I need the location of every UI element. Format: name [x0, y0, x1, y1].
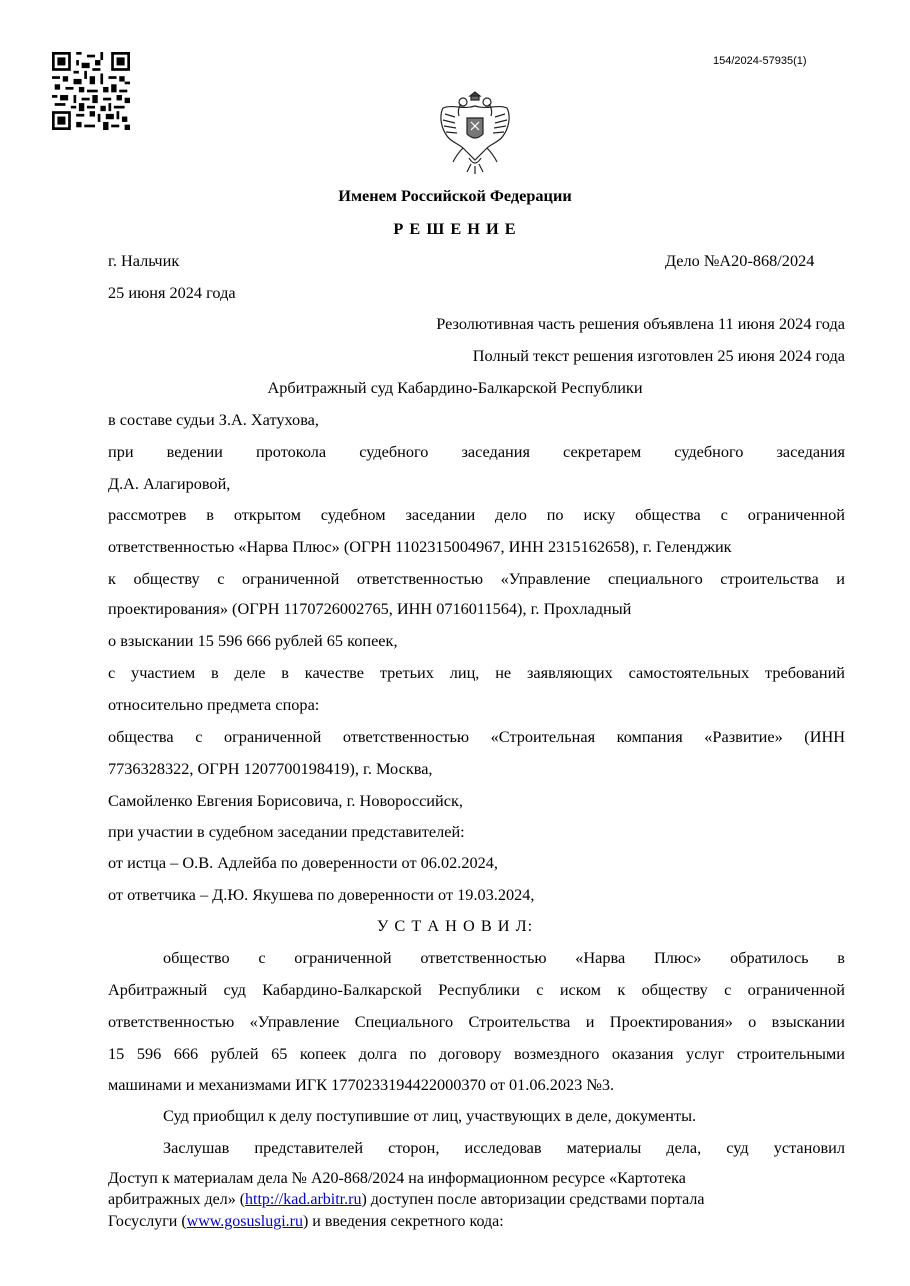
body-line: относительно предмета спора: — [108, 695, 320, 714]
russian-coat-of-arms-icon — [433, 86, 517, 178]
footer-line — [108, 1213, 504, 1231]
footer-line: Доступ к материалам дела № А20-868/2024 на информационном ресурсе «Картотека — [108, 1170, 686, 1187]
body-line: к обществу с ограниченной ответственностью «Управление специального строительства и — [108, 569, 845, 588]
footer-text: Госуслуги ( — [108, 1213, 187, 1230]
city: г. Нальчик — [108, 251, 180, 270]
court-name: Арбитражный суд Кабардино-Балкарской Республики — [267, 378, 643, 397]
case-number: Дело №А20-868/2024 — [665, 251, 815, 270]
paragraph-line: Арбитражный суд Кабардино-Балкарской Республики с иском к обществу с ограниченной — [108, 980, 845, 999]
title-line: Именем Российской Федерации — [338, 186, 572, 205]
operative-part-date: Резолютивная часть решения объявлена 11 июня 2024 года — [436, 314, 845, 333]
body-line: общества с ограниченной ответственностью «Строительная компания «Развитие» (ИНН — [108, 727, 845, 746]
body-line: при участии в судебном заседании представителей: — [108, 822, 465, 841]
gosuslugi-link[interactable]: www.gosuslugi.ru — [186, 1213, 303, 1230]
full-text-date: Полный текст решения изготовлен 25 июня 2024 года — [472, 346, 845, 365]
body-line: о взыскании 15 596 666 рублей 65 копеек, — [108, 631, 398, 650]
established-heading: У С Т А Н О В И Л: — [376, 916, 534, 935]
decision-date: 25 июня 2024 года — [108, 283, 236, 302]
body-line: ответственностью «Нарва Плюс» (ОГРН 1102315004967, ИНН 2315162658), г. Геленджик — [108, 537, 732, 556]
paragraph-line: машинами и механизмами ИГК 1770233194422000370 от 01.06.2023 №3. — [108, 1075, 615, 1094]
footer-text: арбитражных дел» ( — [108, 1191, 246, 1208]
body-line: рассмотрев в открытом судебном заседании дело по иску общества с ограниченной — [108, 505, 845, 524]
body-line: от истца – О.В. Адлейба по доверенности от 06.02.2024, — [108, 853, 498, 872]
paragraph-line: 15 596 666 рублей 65 копеек долга по договору возмездного оказания услуг строительными — [108, 1044, 845, 1063]
body-line: от ответчика – Д.Ю. Якушева по доверенности от 19.03.2024, — [108, 885, 535, 904]
document-code: 154/2024-57935(1) — [713, 55, 807, 67]
decision-title: Р Е Ш Е Н И Е — [393, 219, 517, 238]
body-line: 7736328322, ОГРН 1207700198419), г. Москва, — [108, 759, 433, 778]
body-line: с участием в деле в качестве третьих лиц, не заявляющих самостоятельных требований — [108, 663, 845, 682]
paragraph-line: общество с ограниченной ответственностью «Нарва Плюс» обратилось в — [163, 948, 845, 967]
footer-text: ) и введения секретного кода: — [302, 1213, 504, 1230]
body-line: в составе судьи З.А. Хатухова, — [108, 410, 319, 429]
paragraph-line: ответственностью «Управление Специального Строительства и Проектирования» о взыскании — [108, 1012, 845, 1031]
footer-text: ) доступен после авторизации средствами портала — [361, 1191, 705, 1208]
paragraph-line: Суд приобщил к делу поступившие от лиц, участвующих в деле, документы. — [163, 1106, 697, 1125]
qr-code-icon — [52, 52, 130, 130]
body-line: проектирования» (ОГРН 1170726002765, ИНН 0716011564), г. Прохладный — [108, 599, 632, 618]
paragraph-line: Заслушав представителей сторон, исследовав материалы дела, суд установил — [163, 1138, 845, 1157]
kad-arbitr-link[interactable]: http://kad.arbitr.ru — [245, 1191, 362, 1208]
footer-line — [108, 1191, 705, 1209]
body-line: Самойленко Евгения Борисовича, г. Новороссийск, — [108, 791, 463, 810]
body-line: Д.А. Алагировой, — [108, 474, 231, 493]
body-line: при ведении протокола судебного заседания секретарем судебного заседания — [108, 442, 845, 461]
